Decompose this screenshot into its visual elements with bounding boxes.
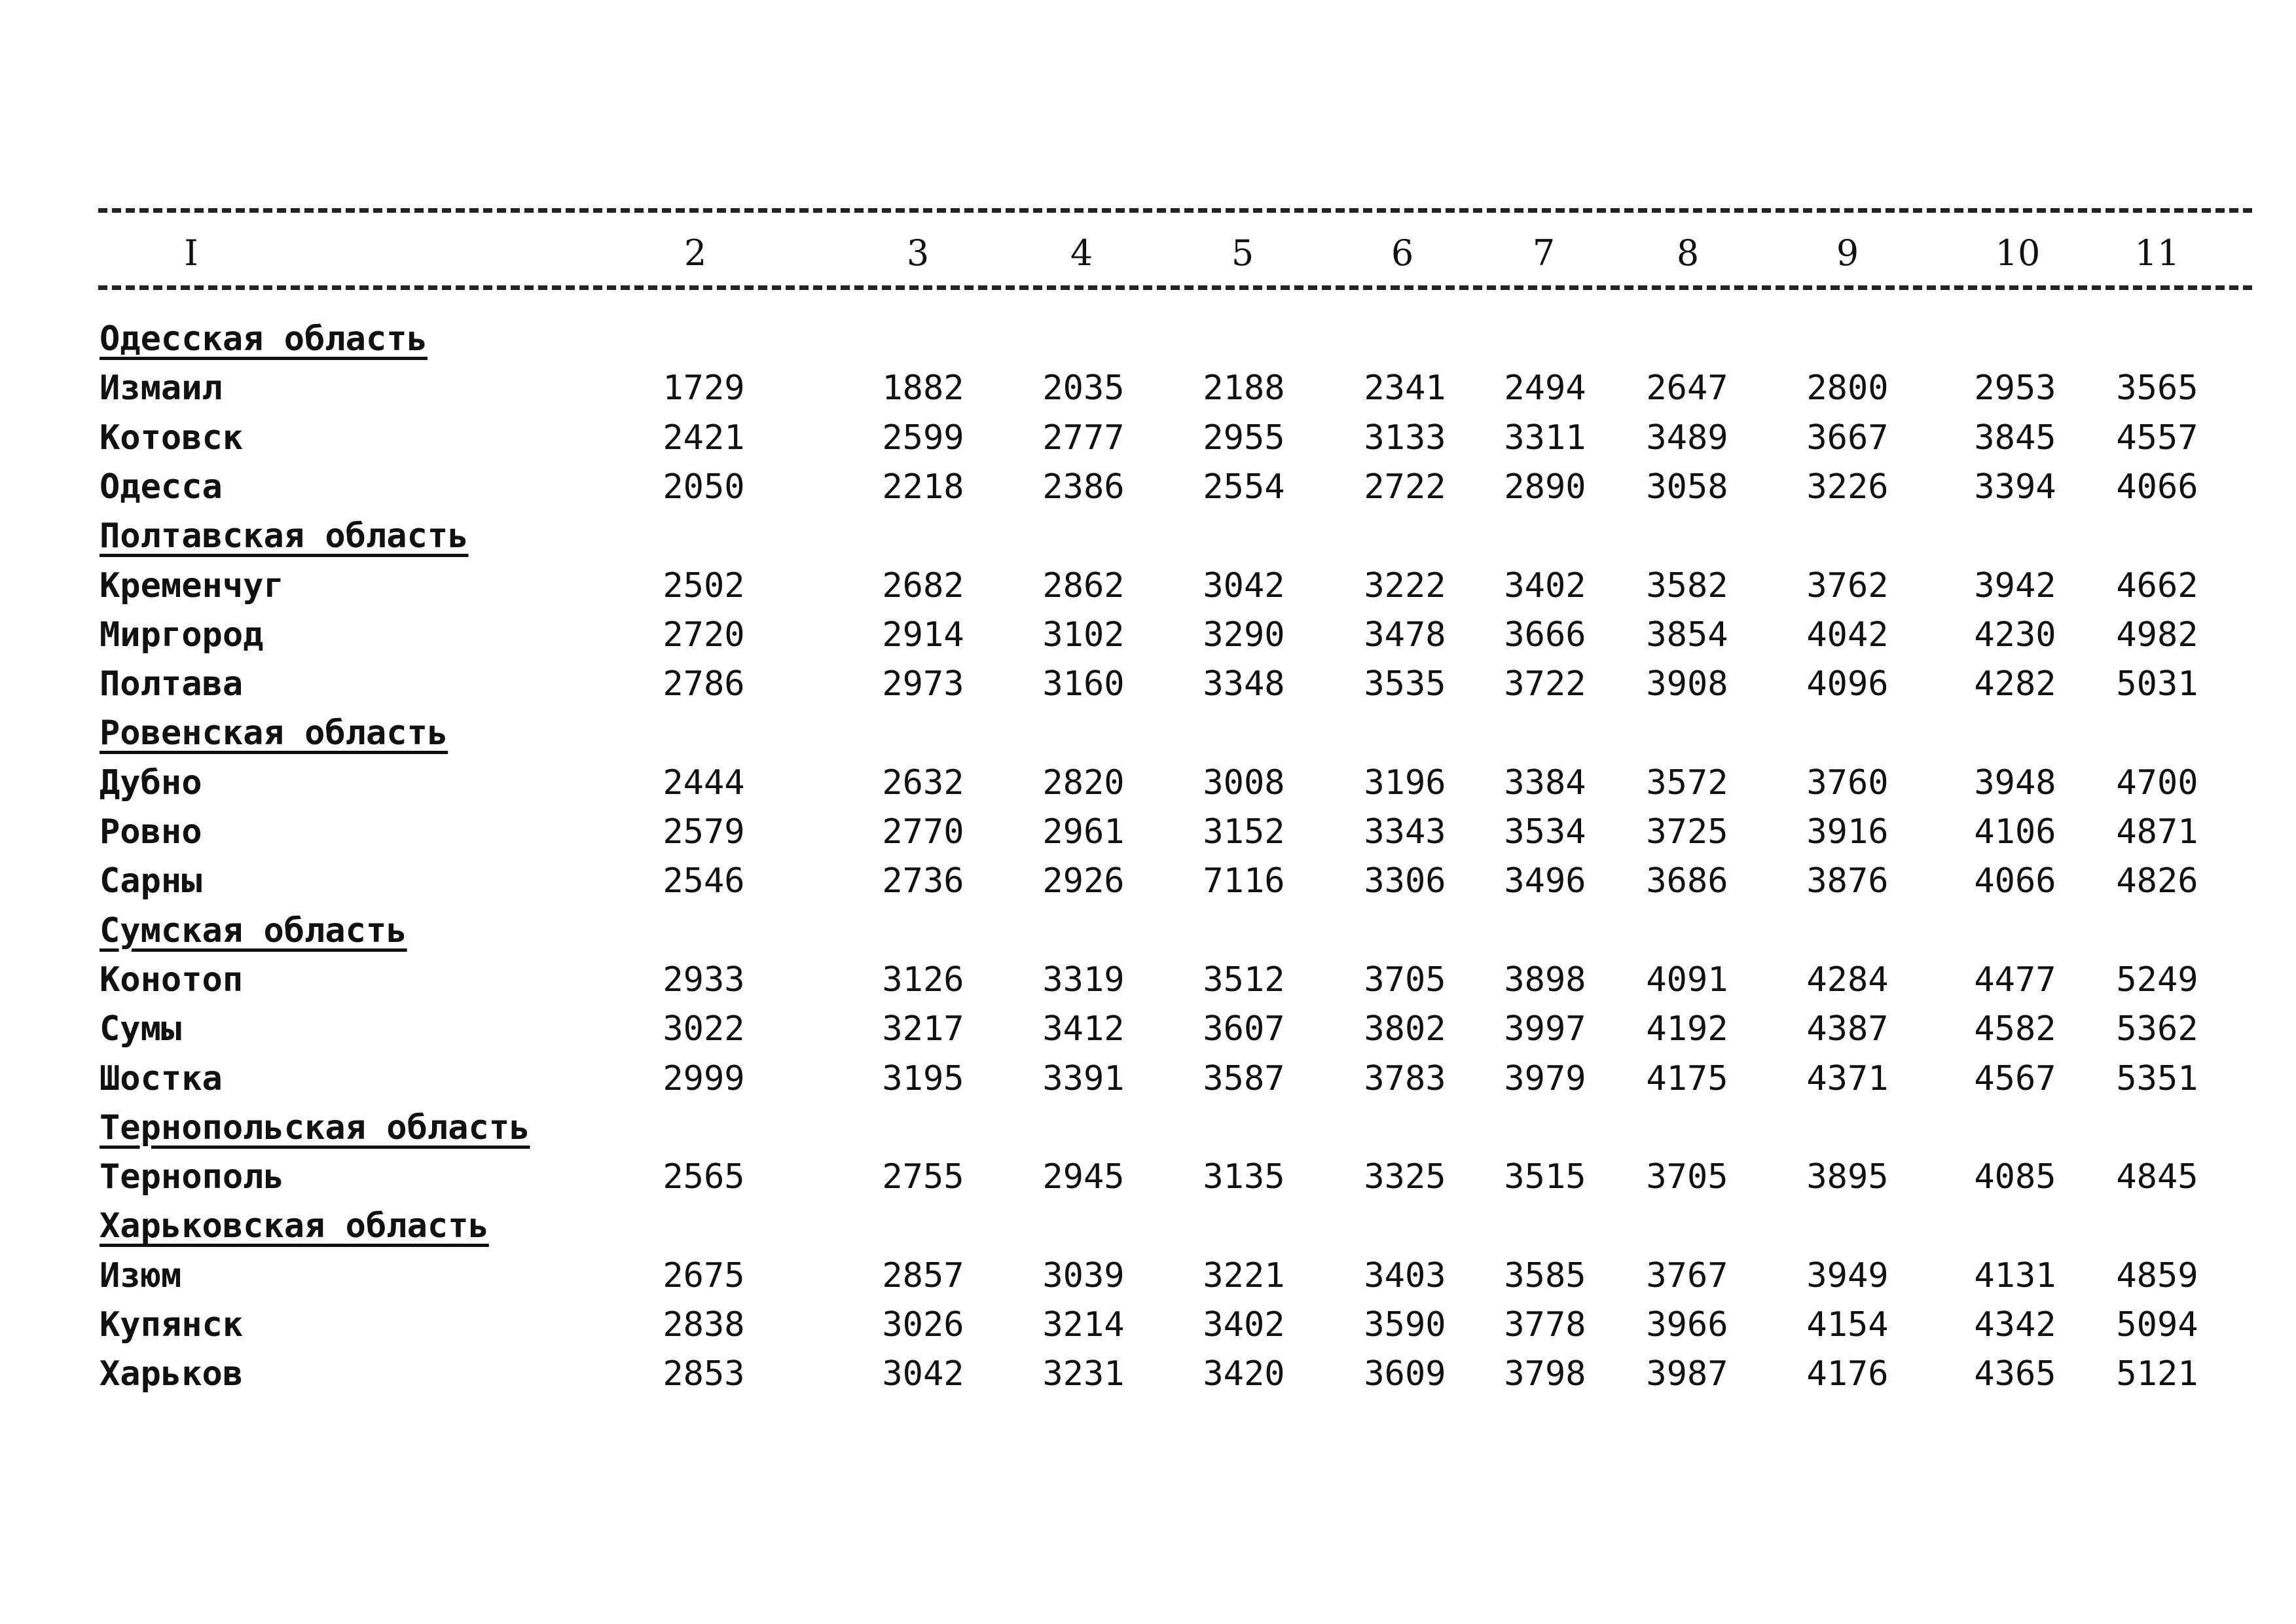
- value-cell-col-10: 4477: [1974, 960, 2056, 1000]
- city-name: Дубно: [100, 763, 202, 803]
- value-cell-col-8: 2647: [1646, 369, 1728, 408]
- value-cell-col-3: 2857: [882, 1255, 964, 1295]
- value-cell-col-10: 2953: [1974, 369, 2056, 408]
- value-cell-col-2: 2675: [663, 1255, 745, 1295]
- table-row: [0, 462, 2296, 512]
- value-cell-col-4: 3391: [1042, 1058, 1125, 1098]
- region-name: Сумская область: [100, 911, 407, 950]
- value-cell-col-9: 3226: [1806, 467, 1889, 507]
- value-cell-col-3: 2736: [882, 861, 964, 901]
- region-heading-row: [0, 906, 2296, 956]
- value-cell-col-3: 3217: [882, 1009, 964, 1049]
- value-cell-col-11: 3565: [2116, 369, 2198, 408]
- value-cell-col-8: 3572: [1646, 763, 1728, 803]
- value-cell-col-11: 5031: [2116, 664, 2198, 704]
- city-name: Кременчуг: [100, 566, 284, 605]
- value-cell-col-11: 4700: [2116, 763, 2198, 803]
- value-cell-col-10: 4365: [1974, 1354, 2056, 1394]
- column-header: 6: [1391, 232, 1414, 274]
- value-cell-col-4: 2820: [1042, 763, 1125, 803]
- value-cell-col-6: 3133: [1364, 418, 1446, 458]
- value-cell-col-5: 3512: [1203, 960, 1285, 1000]
- value-cell-col-8: 3489: [1646, 418, 1728, 458]
- value-cell-col-6: 3403: [1364, 1255, 1446, 1295]
- value-cell-col-11: 5249: [2116, 960, 2198, 1000]
- value-cell-col-2: 3022: [663, 1009, 745, 1049]
- region-name: Тернопольская область: [100, 1108, 530, 1147]
- value-cell-col-8: 4192: [1646, 1009, 1728, 1049]
- value-cell-col-2: 2838: [663, 1305, 745, 1344]
- table-row: [0, 561, 2296, 611]
- value-cell-col-3: 3026: [882, 1305, 964, 1344]
- value-cell-col-8: 3987: [1646, 1354, 1728, 1394]
- value-cell-col-5: 3152: [1203, 812, 1285, 852]
- value-cell-col-10: 4342: [1974, 1305, 2056, 1344]
- city-name: Конотоп: [100, 960, 244, 1000]
- value-cell-col-7: 2890: [1504, 467, 1586, 507]
- value-cell-col-2: 2565: [663, 1157, 745, 1197]
- value-cell-col-6: 2341: [1364, 369, 1446, 408]
- value-cell-col-5: 3290: [1203, 615, 1285, 655]
- value-cell-col-4: 2945: [1042, 1157, 1125, 1197]
- value-cell-col-6: 3196: [1364, 763, 1446, 803]
- region-name: Полтавская область: [100, 516, 469, 556]
- value-cell-col-6: 3478: [1364, 615, 1446, 655]
- value-cell-col-6: 3802: [1364, 1009, 1446, 1049]
- value-cell-col-9: 3895: [1806, 1157, 1889, 1197]
- value-cell-col-10: 4582: [1974, 1009, 2056, 1049]
- value-cell-col-2: 2546: [663, 861, 745, 901]
- value-cell-col-7: 3778: [1504, 1305, 1586, 1344]
- value-cell-col-3: 2599: [882, 418, 964, 458]
- table-row: [0, 1152, 2296, 1202]
- region-heading-row: [0, 1201, 2296, 1251]
- value-cell-col-9: 4042: [1806, 615, 1889, 655]
- value-cell-col-4: 3160: [1042, 664, 1125, 704]
- value-cell-col-9: 3876: [1806, 861, 1889, 901]
- value-cell-col-5: 3008: [1203, 763, 1285, 803]
- value-cell-col-7: 3898: [1504, 960, 1586, 1000]
- city-name: Котовск: [100, 418, 244, 458]
- value-cell-col-4: 3412: [1042, 1009, 1125, 1049]
- city-name: Тернополь: [100, 1157, 284, 1197]
- value-cell-col-9: 3762: [1806, 566, 1889, 605]
- city-name: Харьков: [100, 1354, 244, 1394]
- region-name: Харьковская область: [100, 1206, 489, 1246]
- table-row: [0, 610, 2296, 660]
- value-cell-col-8: 3725: [1646, 812, 1728, 852]
- value-cell-col-2: 2050: [663, 467, 745, 507]
- value-cell-col-4: 3102: [1042, 615, 1125, 655]
- value-cell-col-10: 4106: [1974, 812, 2056, 852]
- value-cell-col-5: 3135: [1203, 1157, 1285, 1197]
- value-cell-col-7: 3515: [1504, 1157, 1586, 1197]
- value-cell-col-2: 2579: [663, 812, 745, 852]
- value-cell-col-9: 4284: [1806, 960, 1889, 1000]
- value-cell-col-11: 4845: [2116, 1157, 2198, 1197]
- value-cell-col-5: 3402: [1203, 1305, 1285, 1344]
- column-header: 2: [683, 232, 707, 274]
- value-cell-col-9: 3916: [1806, 812, 1889, 852]
- value-cell-col-11: 5362: [2116, 1009, 2198, 1049]
- region-name: Одесская область: [100, 319, 428, 359]
- value-cell-col-5: 2188: [1203, 369, 1285, 408]
- value-cell-col-3: 2770: [882, 812, 964, 852]
- table-rule-top: [98, 208, 2252, 213]
- city-name: Шостка: [100, 1058, 223, 1098]
- value-cell-col-6: 3343: [1364, 812, 1446, 852]
- value-cell-col-3: 3126: [882, 960, 964, 1000]
- city-name: Одесса: [100, 467, 223, 507]
- value-cell-col-2: 2720: [663, 615, 745, 655]
- value-cell-col-6: 3705: [1364, 960, 1446, 1000]
- value-cell-col-3: 2682: [882, 566, 964, 605]
- value-cell-col-2: 2502: [663, 566, 745, 605]
- value-cell-col-6: 3609: [1364, 1354, 1446, 1394]
- table-row: [0, 1054, 2296, 1104]
- value-cell-col-6: 3306: [1364, 861, 1446, 901]
- value-cell-col-8: 3582: [1646, 566, 1728, 605]
- value-cell-col-7: 3666: [1504, 615, 1586, 655]
- value-cell-col-4: 3214: [1042, 1305, 1125, 1344]
- table-row: [0, 856, 2296, 906]
- region-heading-row: [0, 708, 2296, 758]
- table-row: [0, 659, 2296, 709]
- value-cell-col-10: 4230: [1974, 615, 2056, 655]
- column-header: 4: [1070, 232, 1093, 274]
- value-cell-col-10: 4066: [1974, 861, 2056, 901]
- city-name: Ровно: [100, 812, 202, 852]
- value-cell-col-5: 3221: [1203, 1255, 1285, 1295]
- city-name: Измаил: [100, 369, 223, 408]
- city-name: Изюм: [100, 1255, 182, 1295]
- value-cell-col-11: 4826: [2116, 861, 2198, 901]
- value-cell-col-7: 3979: [1504, 1058, 1586, 1098]
- table-rule-header-bottom: [98, 285, 2252, 290]
- column-header: 11: [2134, 232, 2180, 274]
- value-cell-col-8: 4175: [1646, 1058, 1728, 1098]
- value-cell-col-7: 3585: [1504, 1255, 1586, 1295]
- value-cell-col-7: 3311: [1504, 418, 1586, 458]
- table-row: [0, 363, 2296, 413]
- value-cell-col-10: 4085: [1974, 1157, 2056, 1197]
- value-cell-col-5: 3607: [1203, 1009, 1285, 1049]
- table-row: [0, 758, 2296, 808]
- value-cell-col-9: 2800: [1806, 369, 1889, 408]
- value-cell-col-6: 3325: [1364, 1157, 1446, 1197]
- value-cell-col-5: 3042: [1203, 566, 1285, 605]
- value-cell-col-4: 2386: [1042, 467, 1125, 507]
- column-header: I: [184, 232, 198, 274]
- value-cell-col-3: 2218: [882, 467, 964, 507]
- value-cell-col-6: 3783: [1364, 1058, 1446, 1098]
- value-cell-col-10: 3942: [1974, 566, 2056, 605]
- value-cell-col-8: 3767: [1646, 1255, 1728, 1295]
- value-cell-col-10: 4282: [1974, 664, 2056, 704]
- value-cell-col-8: 3686: [1646, 861, 1728, 901]
- value-cell-col-7: 3997: [1504, 1009, 1586, 1049]
- value-cell-col-9: 4176: [1806, 1354, 1889, 1394]
- value-cell-col-6: 3535: [1364, 664, 1446, 704]
- value-cell-col-4: 3231: [1042, 1354, 1125, 1394]
- value-cell-col-11: 4871: [2116, 812, 2198, 852]
- city-name: Сарны: [100, 861, 202, 901]
- value-cell-col-2: 2444: [663, 763, 745, 803]
- value-cell-col-6: 3222: [1364, 566, 1446, 605]
- value-cell-col-10: 4567: [1974, 1058, 2056, 1098]
- value-cell-col-2: 2853: [663, 1354, 745, 1394]
- value-cell-col-7: 3534: [1504, 812, 1586, 852]
- value-cell-col-11: 5094: [2116, 1305, 2198, 1344]
- value-cell-col-5: 7116: [1203, 861, 1285, 901]
- value-cell-col-11: 4982: [2116, 615, 2198, 655]
- column-header: 9: [1836, 232, 1859, 274]
- value-cell-col-9: 4371: [1806, 1058, 1889, 1098]
- value-cell-col-7: 3402: [1504, 566, 1586, 605]
- table-row: [0, 807, 2296, 857]
- city-name: Купянск: [100, 1305, 244, 1344]
- value-cell-col-3: 1882: [882, 369, 964, 408]
- value-cell-col-9: 3760: [1806, 763, 1889, 803]
- column-header: 3: [906, 232, 930, 274]
- value-cell-col-9: 3949: [1806, 1255, 1889, 1295]
- value-cell-col-7: 2494: [1504, 369, 1586, 408]
- value-cell-col-8: 3058: [1646, 467, 1728, 507]
- value-cell-col-5: 3587: [1203, 1058, 1285, 1098]
- value-cell-col-11: 4557: [2116, 418, 2198, 458]
- value-cell-col-11: 4066: [2116, 467, 2198, 507]
- table-row: [0, 1251, 2296, 1301]
- value-cell-col-8: 4091: [1646, 960, 1728, 1000]
- value-cell-col-4: 2777: [1042, 418, 1125, 458]
- value-cell-col-4: 3039: [1042, 1255, 1125, 1295]
- value-cell-col-11: 4662: [2116, 566, 2198, 605]
- table-header-row: [0, 228, 2296, 278]
- value-cell-col-4: 2961: [1042, 812, 1125, 852]
- value-cell-col-3: 2973: [882, 664, 964, 704]
- value-cell-col-7: 3798: [1504, 1354, 1586, 1394]
- value-cell-col-3: 3042: [882, 1354, 964, 1394]
- value-cell-col-9: 4154: [1806, 1305, 1889, 1344]
- value-cell-col-5: 3420: [1203, 1354, 1285, 1394]
- value-cell-col-3: 2632: [882, 763, 964, 803]
- value-cell-col-8: 3854: [1646, 615, 1728, 655]
- value-cell-col-6: 2722: [1364, 467, 1446, 507]
- value-cell-col-9: 4387: [1806, 1009, 1889, 1049]
- value-cell-col-4: 3319: [1042, 960, 1125, 1000]
- region-heading-row: [0, 511, 2296, 561]
- value-cell-col-4: 2862: [1042, 566, 1125, 605]
- value-cell-col-5: 3348: [1203, 664, 1285, 704]
- value-cell-col-7: 3722: [1504, 664, 1586, 704]
- column-header: 7: [1532, 232, 1556, 274]
- value-cell-col-10: 3948: [1974, 763, 2056, 803]
- table-row: [0, 413, 2296, 463]
- value-cell-col-7: 3496: [1504, 861, 1586, 901]
- value-cell-col-8: 3705: [1646, 1157, 1728, 1197]
- value-cell-col-8: 3966: [1646, 1305, 1728, 1344]
- column-header: 10: [1995, 232, 2041, 274]
- value-cell-col-11: 5121: [2116, 1354, 2198, 1394]
- value-cell-col-11: 5351: [2116, 1058, 2198, 1098]
- value-cell-col-8: 3908: [1646, 664, 1728, 704]
- value-cell-col-6: 3590: [1364, 1305, 1446, 1344]
- value-cell-col-4: 2926: [1042, 861, 1125, 901]
- value-cell-col-10: 3394: [1974, 467, 2056, 507]
- value-cell-col-3: 2755: [882, 1157, 964, 1197]
- table-row: [0, 1004, 2296, 1054]
- value-cell-col-5: 2955: [1203, 418, 1285, 458]
- value-cell-col-2: 1729: [663, 369, 745, 408]
- region-name: Ровенская область: [100, 713, 448, 753]
- region-heading-row: [0, 1103, 2296, 1153]
- value-cell-col-2: 2786: [663, 664, 745, 704]
- value-cell-col-5: 2554: [1203, 467, 1285, 507]
- city-name: Полтава: [100, 664, 244, 704]
- value-cell-col-3: 2914: [882, 615, 964, 655]
- value-cell-col-11: 4859: [2116, 1255, 2198, 1295]
- value-cell-col-9: 3667: [1806, 418, 1889, 458]
- value-cell-col-4: 2035: [1042, 369, 1125, 408]
- city-name: Миргород: [100, 615, 264, 655]
- value-cell-col-7: 3384: [1504, 763, 1586, 803]
- value-cell-col-10: 3845: [1974, 418, 2056, 458]
- table-row: [0, 1300, 2296, 1350]
- table-row: [0, 1349, 2296, 1399]
- value-cell-col-2: 2999: [663, 1058, 745, 1098]
- value-cell-col-2: 2933: [663, 960, 745, 1000]
- column-header: 5: [1231, 232, 1254, 274]
- table-row: [0, 955, 2296, 1005]
- column-header: 8: [1676, 232, 1700, 274]
- value-cell-col-10: 4131: [1974, 1255, 2056, 1295]
- value-cell-col-3: 3195: [882, 1058, 964, 1098]
- value-cell-col-9: 4096: [1806, 664, 1889, 704]
- region-heading-row: [0, 314, 2296, 364]
- value-cell-col-2: 2421: [663, 418, 745, 458]
- city-name: Сумы: [100, 1009, 182, 1049]
